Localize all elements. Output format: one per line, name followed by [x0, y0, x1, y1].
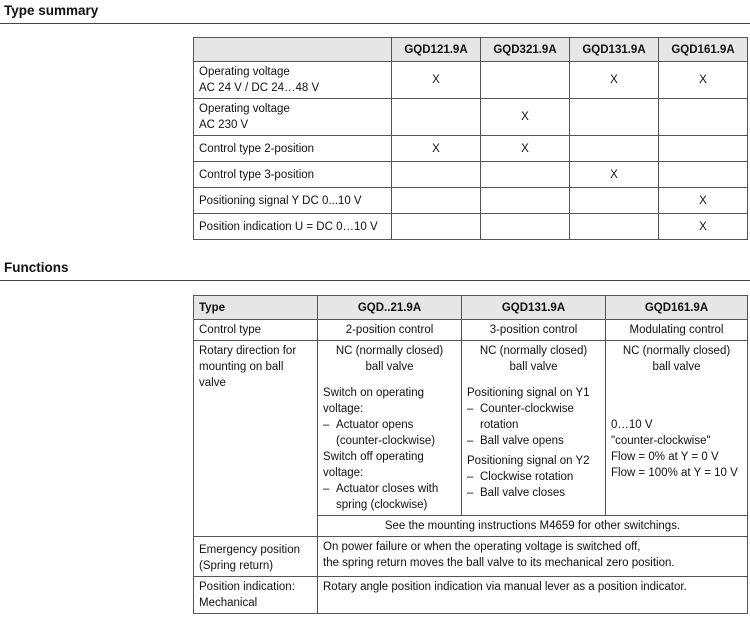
- functions-heading: Functions: [4, 260, 69, 275]
- header-blank-cell: [194, 38, 392, 62]
- row-label: Control type 2-position: [194, 136, 392, 162]
- mark-cell: [570, 214, 659, 240]
- row-label: Control type: [194, 320, 318, 341]
- position-indication-description: Rotary angle position indication via manual lever as a position indicator.: [318, 577, 748, 614]
- mark-cell: [659, 162, 748, 188]
- mark-cell: [570, 136, 659, 162]
- heading-rule: [0, 280, 750, 281]
- column-header: GQD131.9A: [462, 296, 606, 320]
- type-summary-table: [193, 37, 748, 240]
- switching-description: Switch on operating voltage: – Actuator opens (counter-clockwise) Switch off operating voltage: – Actuator closes with spring (clockwise): [318, 383, 462, 516]
- functions-table: [193, 295, 748, 614]
- emergency-description: On power failure or when the operating voltage is switched off, the spring return moves the ball valve to its mechanical zero position.: [318, 537, 748, 577]
- table-row: [194, 577, 748, 614]
- mark-cell: X: [659, 62, 748, 99]
- column-header: GQD161.9A: [659, 38, 748, 62]
- mark-cell: X: [392, 62, 481, 99]
- mark-cell: X: [481, 99, 570, 136]
- mark-cell: X: [392, 136, 481, 162]
- table-header-row: [194, 296, 748, 320]
- nc-cell: NC (normally closed) ball valve: [606, 341, 748, 384]
- mark-cell: [570, 188, 659, 214]
- mark-cell: [659, 99, 748, 136]
- mark-cell: [392, 214, 481, 240]
- mark-cell: X: [659, 214, 748, 240]
- mark-cell: X: [570, 62, 659, 99]
- row-label: Position indication U = DC 0…10 V: [194, 214, 392, 240]
- table-row: [194, 341, 748, 384]
- mark-cell: [481, 188, 570, 214]
- table-row: [194, 136, 748, 162]
- mark-cell: X: [570, 162, 659, 188]
- nc-cell: NC (normally closed) ball valve: [462, 341, 606, 384]
- mark-cell: [570, 99, 659, 136]
- mark-cell: [659, 136, 748, 162]
- nc-cell: NC (normally closed) ball valve: [318, 341, 462, 384]
- modulating-description: 0…10 V "counter-clockwise" Flow = 0% at Y = 0 V Flow = 100% at Y = 10 V: [606, 383, 748, 516]
- type-summary-heading: Type summary: [4, 3, 99, 18]
- control-type-value: 3-position control: [462, 320, 606, 341]
- table-row: [194, 62, 748, 99]
- mark-cell: X: [659, 188, 748, 214]
- column-header: GQD121.9A: [392, 38, 481, 62]
- mark-cell: X: [481, 136, 570, 162]
- mark-cell: [481, 162, 570, 188]
- table-row: [194, 99, 748, 136]
- row-label: Position indication: Mechanical: [194, 577, 318, 614]
- row-label: Positioning signal Y DC 0...10 V: [194, 188, 392, 214]
- heading-rule: [0, 23, 750, 24]
- control-type-value: Modulating control: [606, 320, 748, 341]
- row-label: Operating voltage AC 230 V: [194, 99, 392, 136]
- table-row: [194, 320, 748, 341]
- table-row: [194, 188, 748, 214]
- row-label: Rotary direction for mounting on ball valve: [194, 341, 318, 537]
- mark-cell: [392, 188, 481, 214]
- table-row: [194, 162, 748, 188]
- column-header: Type: [194, 296, 318, 320]
- mark-cell: [392, 99, 481, 136]
- row-label: Emergency position (Spring return): [194, 537, 318, 577]
- table-row: [194, 537, 748, 577]
- row-label: Operating voltage AC 24 V / DC 24…48 V: [194, 62, 392, 99]
- mark-cell: [392, 162, 481, 188]
- column-header: GQD..21.9A: [318, 296, 462, 320]
- column-header: GQD131.9A: [570, 38, 659, 62]
- column-header: GQD161.9A: [606, 296, 748, 320]
- control-type-value: 2-position control: [318, 320, 462, 341]
- mark-cell: [481, 62, 570, 99]
- table-row: [194, 214, 748, 240]
- mounting-note: See the mounting instructions M4659 for other switchings.: [318, 516, 748, 537]
- positioning-description: Positioning signal on Y1 – Counter-clockwise rotation – Ball valve opens Positioning signal on Y2 – Clockwise rotation – Ball valve closes: [462, 383, 606, 516]
- mark-cell: [481, 214, 570, 240]
- table-header-row: [194, 38, 748, 62]
- row-label: Control type 3-position: [194, 162, 392, 188]
- column-header: GQD321.9A: [481, 38, 570, 62]
